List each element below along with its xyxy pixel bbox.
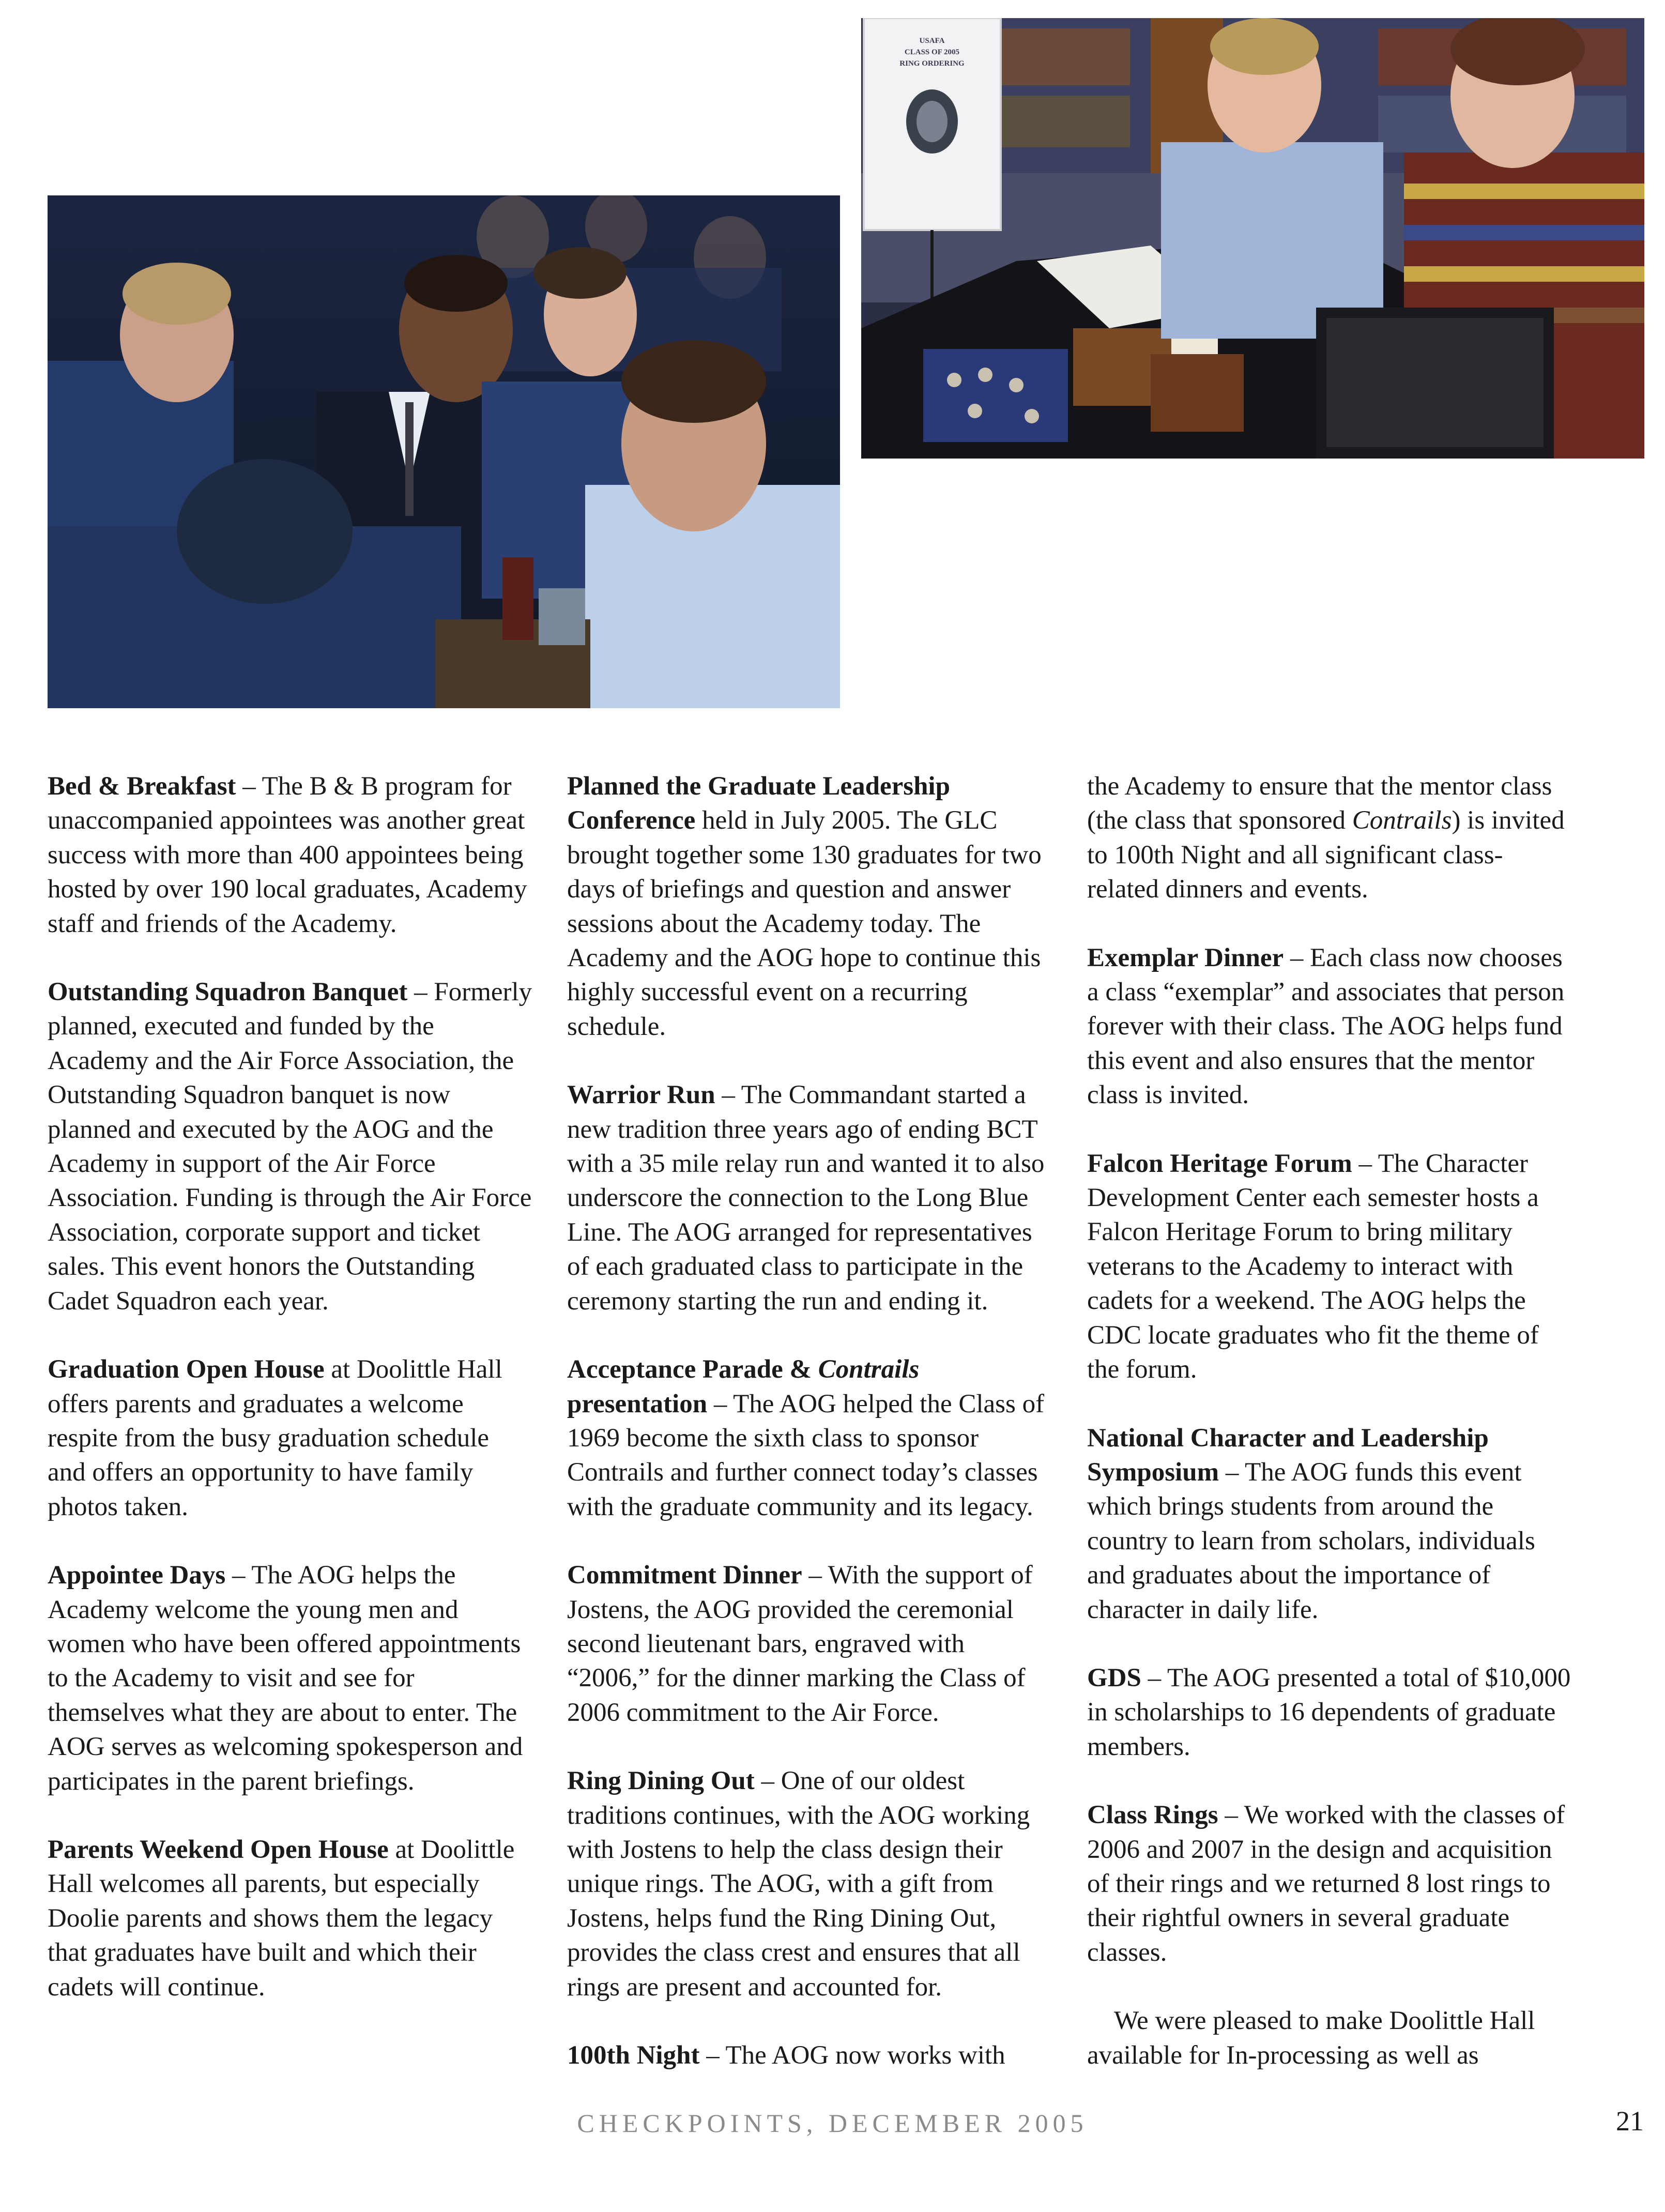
paragraph-warrior-run [567, 1078, 1053, 1318]
publication-footer: CHECKPOINTS, DECEMBER 2005 [577, 2109, 1088, 2138]
body-exemplar-dinner: – Each class now chooses a class “exemplar” and associates that person forever with their class. The AOG helps fund this event and also ensures that the mentor class is invited. [1087, 943, 1565, 1110]
paragraph-bed-and-breakfast [48, 769, 533, 941]
heading-national-character-symposium: National Character and Leadership Symposium [1087, 1423, 1489, 1487]
sign-line-2: CLASS OF 2005 [904, 48, 960, 56]
paragraph-doolittle-hall [1087, 2004, 1573, 2072]
page-number: 21 [1616, 2106, 1644, 2137]
paragraph-class-rings [1087, 1798, 1573, 1970]
heading-outstanding-squadron-banquet: Outstanding Squadron Banquet [48, 978, 408, 1007]
body-acceptance-parade: – The AOG helped the Class of 1969 become the sixth class to sponsor Contrails and further connect today’s classes with the graduate community and its legacy. [567, 1389, 1045, 1521]
heading-commitment-dinner: Commitment Dinner [567, 1561, 802, 1590]
body-warrior-run: – The Commandant started a new tradition three years ago of ending BCT with a 35 mile relay run and wanted it to also underscore the connection to the Long Blue Line. The AOG arranged for representatives of each graduated class to participate in the ceremony starting the run and ending it. [567, 1080, 1045, 1316]
heading-acceptance-parade-part-c: presentation [567, 1389, 708, 1418]
heading-bed-and-breakfast: Bed & Breakfast [48, 772, 236, 801]
paragraph-appointee-days [48, 1558, 533, 1798]
paragraph-100th-night [567, 2038, 1053, 2072]
paragraph-exemplar-dinner [1087, 941, 1573, 1112]
paragraph-100th-night-continued [1087, 769, 1573, 907]
body-parents-weekend: at Doolittle Hall welcomes all parents, but especially Doolie parents and shows them the legacy that graduates have built and which their cadets will continue. [48, 1835, 515, 2002]
heading-acceptance-parade-part-a: Acceptance Parade & [567, 1355, 818, 1384]
paragraph-graduation-open-house [48, 1352, 533, 1524]
body-doolittle-hall: We were pleased to make Doolittle Hall available for In-processing as well as [1087, 2006, 1535, 2070]
body-gds: – The AOG presented a total of $10,000 in scholarships to 16 dependents of graduate members. [1087, 1663, 1571, 1761]
dining-photo-illustration [48, 195, 840, 708]
photo-cadets-dining [48, 195, 840, 708]
body-100th-night: – The AOG now works with [699, 2041, 1005, 2070]
heading-acceptance-parade-contrails: Contrails [818, 1355, 920, 1384]
paragraph-falcon-heritage-forum [1087, 1147, 1573, 1387]
body-national-character-symposium: – The AOG funds this event which brings students from around the country to learn from scholars, individuals and graduates about the importance of character in daily life. [1087, 1457, 1535, 1624]
heading-parents-weekend: Parents Weekend Open House [48, 1835, 389, 1864]
paragraph-acceptance-parade [567, 1352, 1053, 1524]
body-100th-night-cont-a: the Academy to ensure that the mentor class (the class that sponsored [1087, 772, 1552, 835]
paragraph-graduate-leadership-conference [567, 769, 1053, 1044]
paragraph-national-character-symposium [1087, 1421, 1573, 1627]
paragraph-gds [1087, 1661, 1573, 1764]
body-graduate-leadership-conference: held in July 2005. The GLC brought together some 130 graduates for two days of briefings and question and answer sessions about the Academy today. The Academy and the AOG hope to continue this highly successful event on a recurring schedule. [567, 806, 1042, 1041]
heading-exemplar-dinner: Exemplar Dinner [1087, 943, 1284, 972]
text-column-1 [48, 769, 533, 2004]
body-bed-and-breakfast: – The B & B program for unaccompanied appointees was another great success with more than 400 appointees being hosted by over 190 local graduates, Academy staff and friends of the Academy. [48, 772, 527, 938]
heading-100th-night: 100th Night [567, 2041, 700, 2070]
heading-graduation-open-house: Graduation Open House [48, 1355, 325, 1384]
paragraph-ring-dining-out [567, 1764, 1053, 2004]
body-outstanding-squadron-banquet: – Formerly planned, executed and funded by the Academy and the Air Force Association, the Outstanding Squadron banquet is now planned and executed by the AOG and the Academy in support of the Air Force Association. Funding is through the Air Force Association, corporate support and ticket sales. This event honors the Outstanding Cadet Squadron each year. [48, 978, 532, 1316]
sign-line-3: RING ORDERING [899, 59, 965, 68]
paragraph-outstanding-squadron-banquet [48, 975, 533, 1318]
sign-line-1: USAFA [919, 37, 945, 45]
heading-ring-dining-out: Ring Dining Out [567, 1766, 755, 1796]
body-100th-night-cont-c: ) is invited to 100th Night and all significant class-related dinners and events. [1087, 806, 1565, 904]
body-commitment-dinner: – With the support of Jostens, the AOG provided the ceremonial second lieutenant bars, engraved with “2006,” for the dinner marking the Class of 2006 commitment to the Air Force. [567, 1561, 1033, 1727]
photo-ring-ordering [861, 18, 1644, 459]
heading-warrior-run: Warrior Run [567, 1080, 715, 1110]
heading-graduate-leadership-conference: Planned the Graduate Leadership Conference [567, 772, 950, 835]
paragraph-commitment-dinner [567, 1558, 1053, 1730]
ring-ordering-photo-illustration [861, 18, 1644, 459]
body-ring-dining-out: – One of our oldest traditions continues, with the AOG working with Jostens to help the class design their unique rings. The AOG, with a gift from Jostens, helps fund the Ring Dining Out, provides the class crest and ensures that all rings are present and accounted for. [567, 1766, 1030, 2002]
body-100th-night-cont-contrails: Contrails [1352, 806, 1452, 835]
heading-gds: GDS [1087, 1663, 1141, 1692]
heading-falcon-heritage-forum: Falcon Heritage Forum [1087, 1149, 1352, 1178]
heading-appointee-days: Appointee Days [48, 1561, 226, 1590]
body-graduation-open-house: at Doolittle Hall offers parents and graduates a welcome respite from the busy graduation schedule and offers an opportunity to have family photos taken. [48, 1355, 502, 1521]
body-class-rings: – We worked with the classes of 2006 and 2007 in the design and acquisition of their rings and we returned 8 lost rings to their rightful owners in several graduate classes. [1087, 1801, 1565, 1967]
text-column-3 [1087, 769, 1573, 2072]
heading-class-rings: Class Rings [1087, 1801, 1218, 1830]
body-falcon-heritage-forum: – The Character Development Center each semester hosts a Falcon Heritage Forum to bring military veterans to the Academy to interact with cadets for a weekend. The AOG helps the CDC locate graduates who fit the theme of the forum. [1087, 1149, 1539, 1384]
text-column-2 [567, 769, 1053, 2072]
paragraph-parents-weekend [48, 1833, 533, 2004]
body-appointee-days: – The AOG helps the Academy welcome the young men and women who have been offered appointments to the Academy to visit and see for themselves what they are about to enter. The AOG serves as welcoming spokesperson and participates in the parent briefings. [48, 1561, 523, 1796]
